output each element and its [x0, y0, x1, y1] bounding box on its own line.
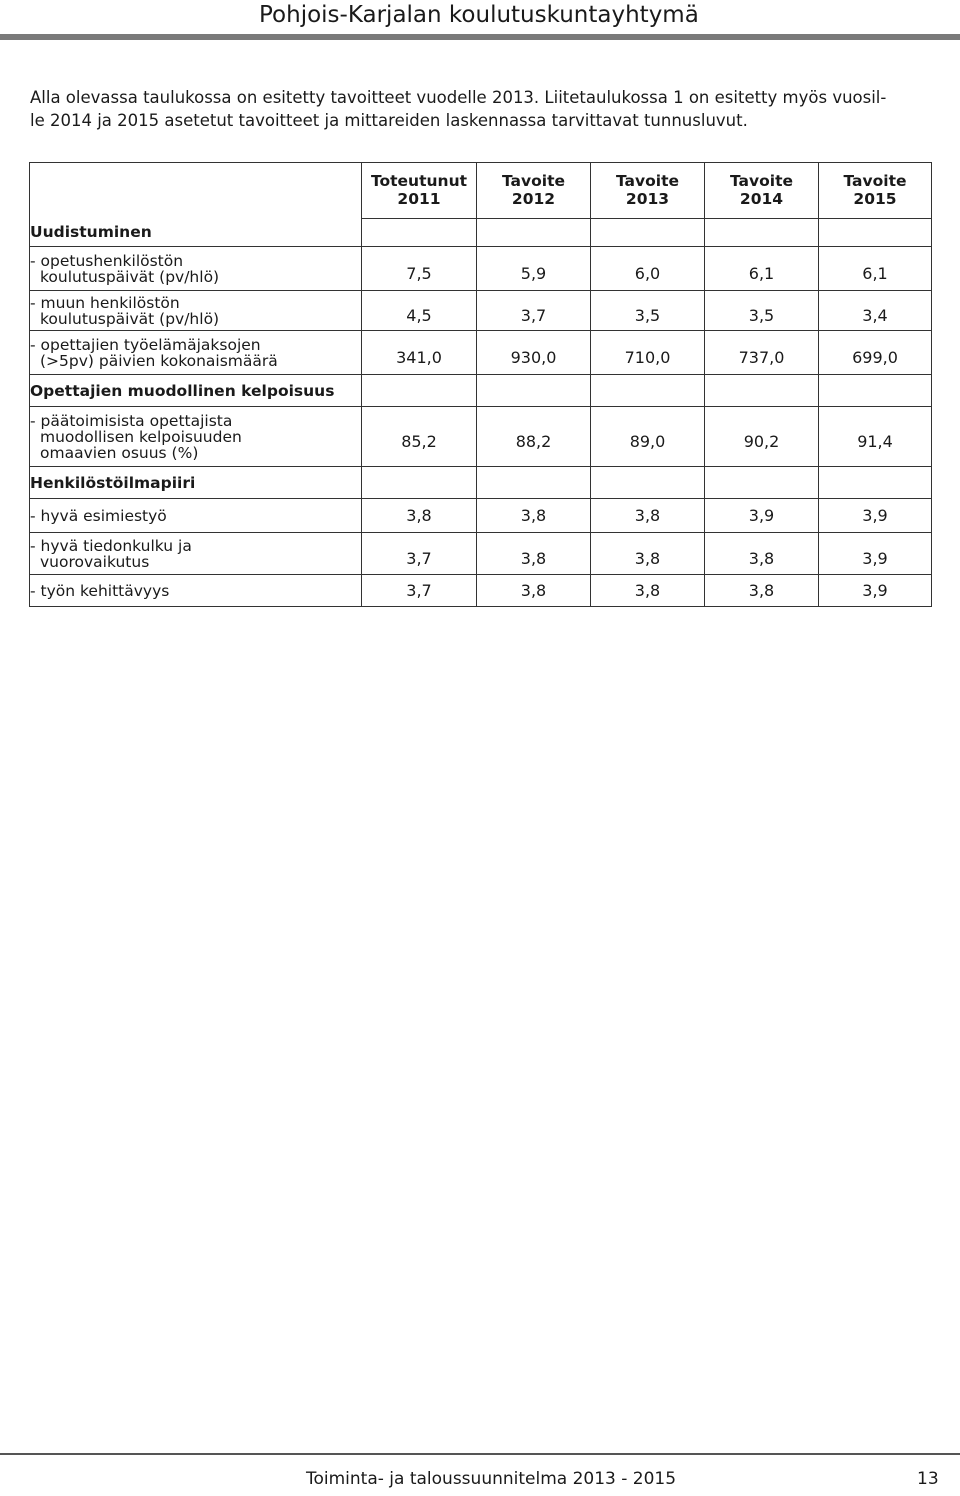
table-row	[30, 247, 932, 291]
table-cell: 6,0	[591, 247, 705, 291]
table-cell: 90,2	[705, 407, 819, 467]
table-cell: 91,4	[819, 407, 932, 467]
section-row	[30, 467, 932, 499]
table-cell: 341,0	[362, 331, 477, 375]
header-rule	[0, 34, 960, 40]
goals-table	[29, 162, 932, 607]
section-label: Opettajien muodollinen kelpoisuus	[30, 375, 362, 407]
section-label: Henkilöstöilmapiiri	[30, 467, 362, 499]
section-label: Uudistuminen	[30, 219, 362, 247]
table-row	[30, 533, 932, 575]
table-cell: 6,1	[819, 247, 932, 291]
row-label: - päätoimisista opettajista muodollisen kelpoisuuden omaavien osuus (%)	[30, 407, 362, 467]
table-cell: 5,9	[477, 247, 591, 291]
table-cell: 3,8	[477, 575, 591, 607]
table-cell: 930,0	[477, 331, 591, 375]
column-header: Toteutunut 2011	[362, 163, 477, 219]
row-label: - muun henkilöstön koulutuspäivät (pv/hlö)	[30, 291, 362, 331]
section-row	[30, 219, 932, 247]
table-cell: 3,7	[477, 291, 591, 331]
row-label: - hyvä esimiestyö	[30, 499, 362, 533]
table-cell: 3,5	[591, 291, 705, 331]
row-label: - hyvä tiedonkulku ja vuorovaikutus	[30, 533, 362, 575]
table-cell: 3,7	[362, 575, 477, 607]
column-header: Tavoite 2014	[705, 163, 819, 219]
intro-line-2: le 2014 ja 2015 asetetut tavoitteet ja mittareiden laskennassa tarvittavat tunnusluvut.	[30, 111, 748, 130]
table-cell: 6,1	[705, 247, 819, 291]
header-empty-cell	[30, 163, 362, 219]
table-cell: 88,2	[477, 407, 591, 467]
table-row	[30, 575, 932, 607]
table-cell: 3,8	[705, 575, 819, 607]
table-cell: 3,7	[362, 533, 477, 575]
table-row	[30, 291, 932, 331]
footer-title: Toiminta- ja taloussuunnitelma 2013 - 2015	[306, 1469, 677, 1489]
row-label: - työn kehittävyys	[30, 575, 362, 607]
table-cell: 3,9	[819, 499, 932, 533]
table-cell: 737,0	[705, 331, 819, 375]
table-cell: 3,4	[819, 291, 932, 331]
table-cell: 3,8	[591, 575, 705, 607]
table-cell: 710,0	[591, 331, 705, 375]
intro-line-1: Alla olevassa taulukossa on esitetty tavoitteet vuodelle 2013. Liitetaulukossa 1 on esitetty myös vuosil-	[30, 88, 887, 107]
table-cell: 3,5	[705, 291, 819, 331]
table-cell: 7,5	[362, 247, 477, 291]
section-row	[30, 375, 932, 407]
column-header: Tavoite 2012	[477, 163, 591, 219]
row-label: - opettajien työelämäjaksojen (>5pv) päivien kokonaismäärä	[30, 331, 362, 375]
table-cell: 3,8	[362, 499, 477, 533]
table-cell: 3,8	[477, 499, 591, 533]
table-row	[30, 499, 932, 533]
table-header-row	[30, 163, 932, 219]
table-row	[30, 331, 932, 375]
table-cell: 3,8	[591, 499, 705, 533]
table-cell: 699,0	[819, 331, 932, 375]
column-header: Tavoite 2015	[819, 163, 932, 219]
table-cell: 4,5	[362, 291, 477, 331]
intro-paragraph	[30, 86, 940, 132]
table-cell: 3,9	[819, 533, 932, 575]
footer-rule	[0, 1453, 960, 1455]
page-number: 13	[917, 1469, 939, 1489]
table-cell: 3,8	[591, 533, 705, 575]
table-cell: 3,8	[705, 533, 819, 575]
table-cell: 3,8	[477, 533, 591, 575]
table-row	[30, 407, 932, 467]
table-cell: 85,2	[362, 407, 477, 467]
table-cell: 89,0	[591, 407, 705, 467]
table-cell: 3,9	[819, 575, 932, 607]
column-header: Tavoite 2013	[591, 163, 705, 219]
page-header-title: Pohjois-Karjalan koulutuskuntayhtymä	[259, 2, 699, 28]
table-cell: 3,9	[705, 499, 819, 533]
row-label: - opetushenkilöstön koulutuspäivät (pv/hlö)	[30, 247, 362, 291]
